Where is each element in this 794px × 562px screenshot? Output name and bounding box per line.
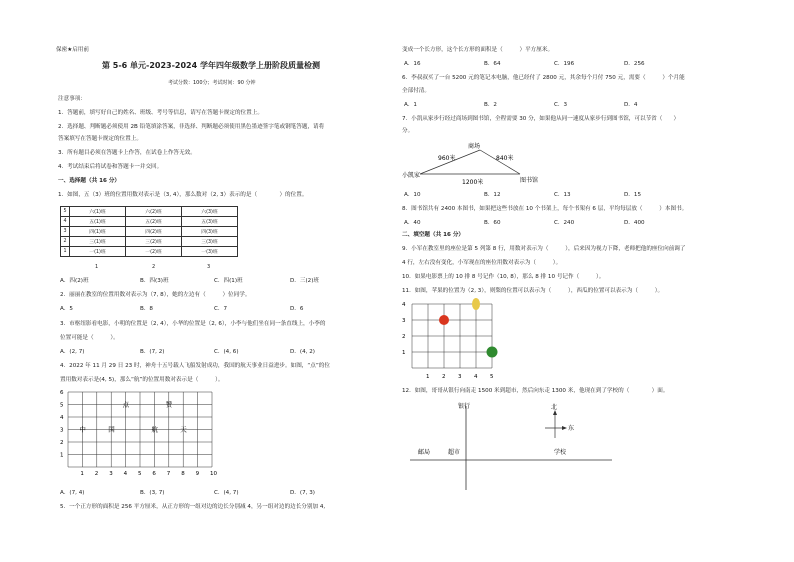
option: D．6 <box>290 306 304 312</box>
note-item: 3．所有题目必须在答题卡上作答，在试卷上作答无效。 <box>58 150 196 156</box>
option: A．10 <box>404 192 421 198</box>
option: C．13 <box>554 192 571 198</box>
x-tick-label: 8 <box>181 471 185 477</box>
east-arrow-icon <box>562 426 567 430</box>
school-label: 学校 <box>554 449 567 456</box>
table-row <box>61 227 238 237</box>
x-tick-label: 1 <box>426 374 430 380</box>
fruit-grid <box>400 298 510 382</box>
distance-label: 960米 <box>438 155 456 162</box>
question-10-text: 10．如果电影票上的 10 排 8 号记作（10, 8），那么 8 排 10 号记作（ ）。 <box>402 274 605 280</box>
home-label: 小凯家 <box>402 172 421 179</box>
table-row <box>61 207 238 217</box>
col-label: 1 <box>95 264 99 270</box>
y-tick-label: 1 <box>60 452 64 459</box>
option: B．8 <box>140 306 153 312</box>
route-diagram <box>400 140 560 190</box>
question-6-text-2: 全部付清。 <box>402 88 430 94</box>
x-tick-label: 5 <box>490 374 494 380</box>
row-label: 4 <box>61 217 70 227</box>
col-label: 2 <box>152 264 156 270</box>
grid-character: 点 <box>122 400 130 409</box>
direction-map <box>400 398 620 492</box>
question-11-text: 11．如图，苹果的位置为（2, 3），则梨的位置可以表示为（ ），西瓜的位置可以表示为（ ）。 <box>402 288 664 294</box>
note-item: 答案填写在答题卡规定的位置上。 <box>58 136 142 142</box>
table-cell: 一(1)班 <box>70 247 126 257</box>
distance-label: 840米 <box>496 155 514 162</box>
question-8-text: 8．图书馆共有 2400 本图书，如果把这些书放在 10 个书架上，每个书架有 6 层，平均每层放（ ）本图书。 <box>402 206 688 212</box>
option: D．400 <box>624 220 645 226</box>
option: B．60 <box>484 220 501 226</box>
option: D．三(2)班 <box>290 278 320 284</box>
y-tick-label: 2 <box>402 334 406 340</box>
mall-label: 商场 <box>468 143 481 150</box>
option: A．5 <box>60 306 73 312</box>
x-tick-label: 9 <box>195 471 200 477</box>
watermelon-icon <box>487 347 498 358</box>
class-seat-table <box>60 206 238 257</box>
question-9-text: 9．小军在教室里的座位是第 5 列第 8 行，用数对表示为（ ），后来因为视力下降，老师把他的座位向前调了 <box>402 246 686 252</box>
option: C．240 <box>554 220 575 226</box>
bank-label: 银行 <box>458 403 471 410</box>
option: B．12 <box>484 192 501 198</box>
table-cell: 四(2)班 <box>126 227 182 237</box>
question-7-text: 7．小凯从家步行经过商场到图书馆，全程需要 30 分，如果他从同一速度从家步行到图书馆，可以节省（ ） <box>402 116 680 122</box>
table-cell: 六(1)班 <box>70 207 126 217</box>
table-cell: 一(3)班 <box>182 247 238 257</box>
y-tick-label: 4 <box>402 302 406 308</box>
secret-mark: 保密★启用前 <box>56 47 89 53</box>
note-item: 1．答题前，填写好自己的姓名、班级、考号等信息，请写在答题卡规定的位置上。 <box>58 110 263 116</box>
section-heading: 一、选择题（共 16 分） <box>58 178 121 184</box>
question-3-text: 3．市枢纽影看电影，小明的位置是（2, 4），小华的位置是（2, 6），小李与他们坐在同一条直线上，小李的 <box>60 321 326 327</box>
exam-info: 考试分数：100分；考试时间：90 分钟 <box>168 80 256 86</box>
option: C．196 <box>554 61 575 67</box>
table-cell: 三(3)班 <box>182 237 238 247</box>
question-3-text-2: 位置可能是（ ）。 <box>60 335 119 341</box>
y-tick-label: 3 <box>60 427 64 434</box>
east-label: 东 <box>568 425 575 432</box>
note-item: 4．考试结束后将试卷和答题卡一并交回。 <box>58 164 163 170</box>
option: D．(4, 2) <box>290 349 315 355</box>
y-tick-label: 2 <box>60 440 64 446</box>
y-tick-label: 3 <box>402 318 406 324</box>
x-tick-label: 5 <box>138 471 142 477</box>
x-tick-label: 7 <box>166 471 171 477</box>
option: A．(7, 4) <box>60 490 85 496</box>
table-cell: 六(2)班 <box>126 207 182 217</box>
table-cell: 五(2)班 <box>126 217 182 227</box>
y-tick-label: 6 <box>60 390 64 396</box>
post-office-label: 邮局 <box>418 449 431 456</box>
option: C．7 <box>214 306 228 312</box>
grid-character: 中 <box>79 425 86 434</box>
question-6-text: 6．李叔叔买了一台 5200 元的笔记本电脑，他已经付了 2800 元，其余每个月付 750 元，需要（ ）个月能 <box>402 75 685 81</box>
option: B．(3, 7) <box>140 490 165 496</box>
table-cell: 四(1)班 <box>70 227 126 237</box>
north-label: 北 <box>551 404 558 411</box>
apple-icon <box>439 315 449 325</box>
question-1-text: 1．如图，五（3）班的位置用数对表示是（3, 4），那么数对（2, 3）表示的是（ ）的位置。 <box>58 192 308 198</box>
table-cell: 一(2)班 <box>126 247 182 257</box>
option: D．15 <box>624 192 642 198</box>
table-row <box>61 217 238 227</box>
x-tick-label: 3 <box>458 374 462 380</box>
option: C．3 <box>554 102 568 108</box>
table-cell: 六(3)班 <box>182 207 238 217</box>
option: A．1 <box>404 102 417 108</box>
option: B．64 <box>484 61 501 67</box>
grid-character: 航 <box>151 425 158 434</box>
question-9-text-2: 4 行，左右没有变化，小军现在的座位用数对表示为（ ）。 <box>402 260 562 266</box>
y-tick-label: 4 <box>60 415 64 421</box>
x-tick-label: 6 <box>152 471 156 477</box>
question-5-text-2: 变成一个长方形，这个长方形的面积是（ ）平方厘米。 <box>402 47 554 53</box>
grid-character: 天 <box>180 425 187 434</box>
table-cell: 四(3)班 <box>182 227 238 237</box>
row-label: 2 <box>61 237 70 247</box>
row-label: 1 <box>61 247 70 257</box>
question-7-text-2: 分。 <box>402 128 414 134</box>
option: B．2 <box>484 102 497 108</box>
option: A．(2, 7) <box>60 349 85 355</box>
question-5-text: 5．一个正方形的面积是 256 平方厘米，从正方形的一组对边的边长分别减 4，另一组对边的边长分别加 4, <box>60 504 326 510</box>
option: B．(7, 2) <box>140 349 165 355</box>
supermarket-label: 超市 <box>448 449 461 456</box>
col-label: 3 <box>207 264 211 270</box>
section-heading: 二、填空题（共 16 分） <box>402 232 465 238</box>
page-title: 第 5-6 单元-2023-2024 学年四年级数学上册阶段质量检测 <box>102 61 320 70</box>
x-tick-label: 4 <box>123 471 128 477</box>
row-label: 5 <box>61 207 70 217</box>
grid-character: 赞 <box>165 400 173 409</box>
option: D．4 <box>624 102 638 108</box>
table-cell: 五(3)班 <box>182 217 238 227</box>
library-label: 图书馆 <box>520 177 539 184</box>
option: B．四(3)班 <box>140 278 169 284</box>
distance-label: 1200米 <box>462 179 484 186</box>
x-tick-label: 3 <box>109 471 113 477</box>
option: C．(4, 6) <box>214 349 239 355</box>
option: C．四(1)班 <box>214 278 243 284</box>
row-label: 3 <box>61 227 70 237</box>
x-tick-label: 1 <box>80 471 84 477</box>
table-cell: 三(2)班 <box>126 237 182 247</box>
table-row <box>61 237 238 247</box>
option: A．16 <box>404 61 421 67</box>
table-cell: 三(1)班 <box>70 237 126 247</box>
grid-character: 国 <box>108 425 115 434</box>
option: D．(7, 3) <box>290 490 315 496</box>
y-tick-label: 1 <box>402 350 406 356</box>
note-item: 2．选择题、判断题必须使用 2B 铅笔填涂答案，非选择、判断题必须使用黑色墨迹签字笔或钢笔答题，请将 <box>58 124 325 130</box>
y-tick-label: 5 <box>60 402 64 409</box>
option: D．256 <box>624 61 645 67</box>
x-tick-label: 2 <box>94 471 99 477</box>
character-grid <box>60 388 220 484</box>
x-tick-label: 4 <box>474 374 478 380</box>
question-2-text: 2．丽丽在教室的位置用数对表示为（7, 8），她的左边有（ ）位同学。 <box>60 292 251 298</box>
table-cell: 五(1)班 <box>70 217 126 227</box>
question-4-text: 4．2022 年 11 月 29 日 23 时，神舟十五号载人飞船发射成功，我国的航天事业日益进步。如图，“点”的位 <box>60 363 330 369</box>
x-tick-label: 2 <box>442 374 446 380</box>
option: A．40 <box>404 220 421 226</box>
question-12-text: 12．如图，哥哥从银行向南走 1500 米到超市，然后向东走 1300 米，他现在到了学校的（ ）面。 <box>402 388 669 394</box>
option: C．(4, 7) <box>214 490 239 496</box>
question-4-text-2: 置用数对表示是(4, 5)，那么“航”的位置用数对表示是（ ）。 <box>60 377 224 383</box>
notes-heading: 注意事项： <box>58 96 86 102</box>
table-row <box>61 247 238 257</box>
pear-icon <box>472 298 480 310</box>
x-tick-label: 10 <box>210 471 217 477</box>
option: A．四(2)班 <box>60 278 89 284</box>
